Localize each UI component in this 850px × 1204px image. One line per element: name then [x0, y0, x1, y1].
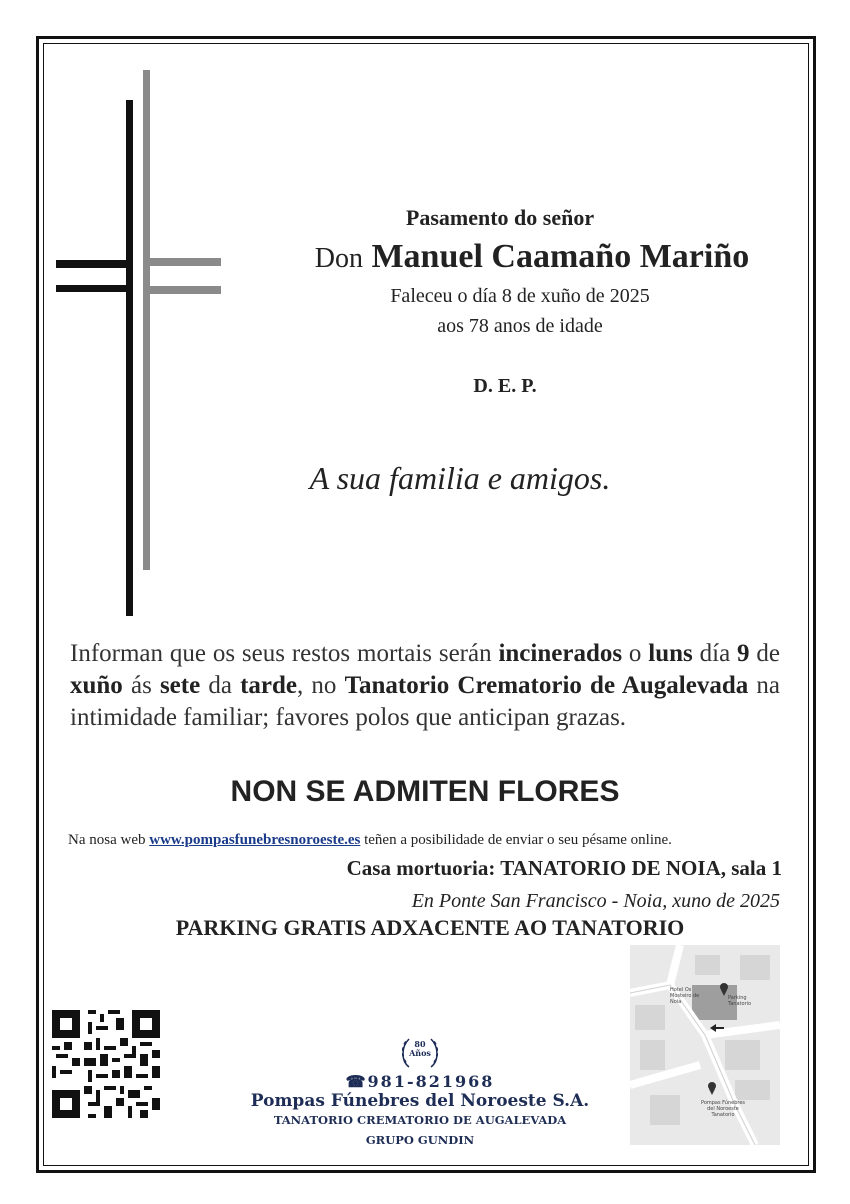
location-map[interactable]: [630, 945, 780, 1145]
map-label-parking: Parking Tanatorio: [728, 995, 752, 1007]
funeral-info-paragraph: Informan que os seus restos mortais serán incinerados o luns día 9 de xuño ás sete da tarde, no Tanatorio Crematorio de Augalevada na intimidade familiar; favores polos que anticipan grazas.: [70, 640, 780, 731]
age-text: aos 78 anos de idade: [437, 315, 603, 337]
deceased-name: [262, 238, 802, 276]
map-label-hotel: Hotel Os Mosteiro de Noia: [670, 987, 700, 1005]
company-name: Pompas Fúnebres del Noroeste S.A.: [250, 1091, 590, 1111]
company-tanatorio: TANATORIO CREMATORIO DE AUGALEVADA: [273, 1113, 567, 1127]
phone-icon: ☎: [345, 1072, 368, 1091]
company-group: GRUPO GUNDIN: [365, 1133, 475, 1147]
web-condolence-line: Na nosa web www.pompasfunebresnoroeste.es teñen a posibilidade de enviar o seu pésame online.: [68, 832, 672, 848]
name-text: Manuel Caamaño Mariño: [371, 238, 750, 275]
emblem-years: 80 Años: [409, 1039, 431, 1058]
no-flowers-notice: NON SE ADMITEN FLORES: [230, 775, 620, 808]
qr-code[interactable]: [52, 1010, 160, 1118]
website-link[interactable]: www.pompasfunebresnoroeste.es: [149, 832, 361, 848]
name-prefix: Don: [314, 243, 363, 274]
parking-notice: PARKING GRATIS ADXACENTE AO TANATORIO: [175, 915, 685, 940]
place-date: En Ponte San Francisco - Noia, xuno de 2025: [411, 890, 780, 912]
phone-number[interactable]: ☎981-821968: [345, 1072, 495, 1091]
rip-text: D. E. P.: [473, 375, 537, 397]
map-label-pompas: Pompas Fúnebres del Noroeste Tanatorio: [700, 1100, 746, 1118]
death-date: Faleceu o día 8 de xuño de 2025: [390, 285, 650, 307]
casa-mortuoria: Casa mortuoria: TANATORIO DE NOIA, sala 1: [346, 856, 782, 880]
notice-heading: Pasamento do señor: [405, 205, 595, 230]
family-line: A sua familia e amigos.: [309, 460, 611, 496]
